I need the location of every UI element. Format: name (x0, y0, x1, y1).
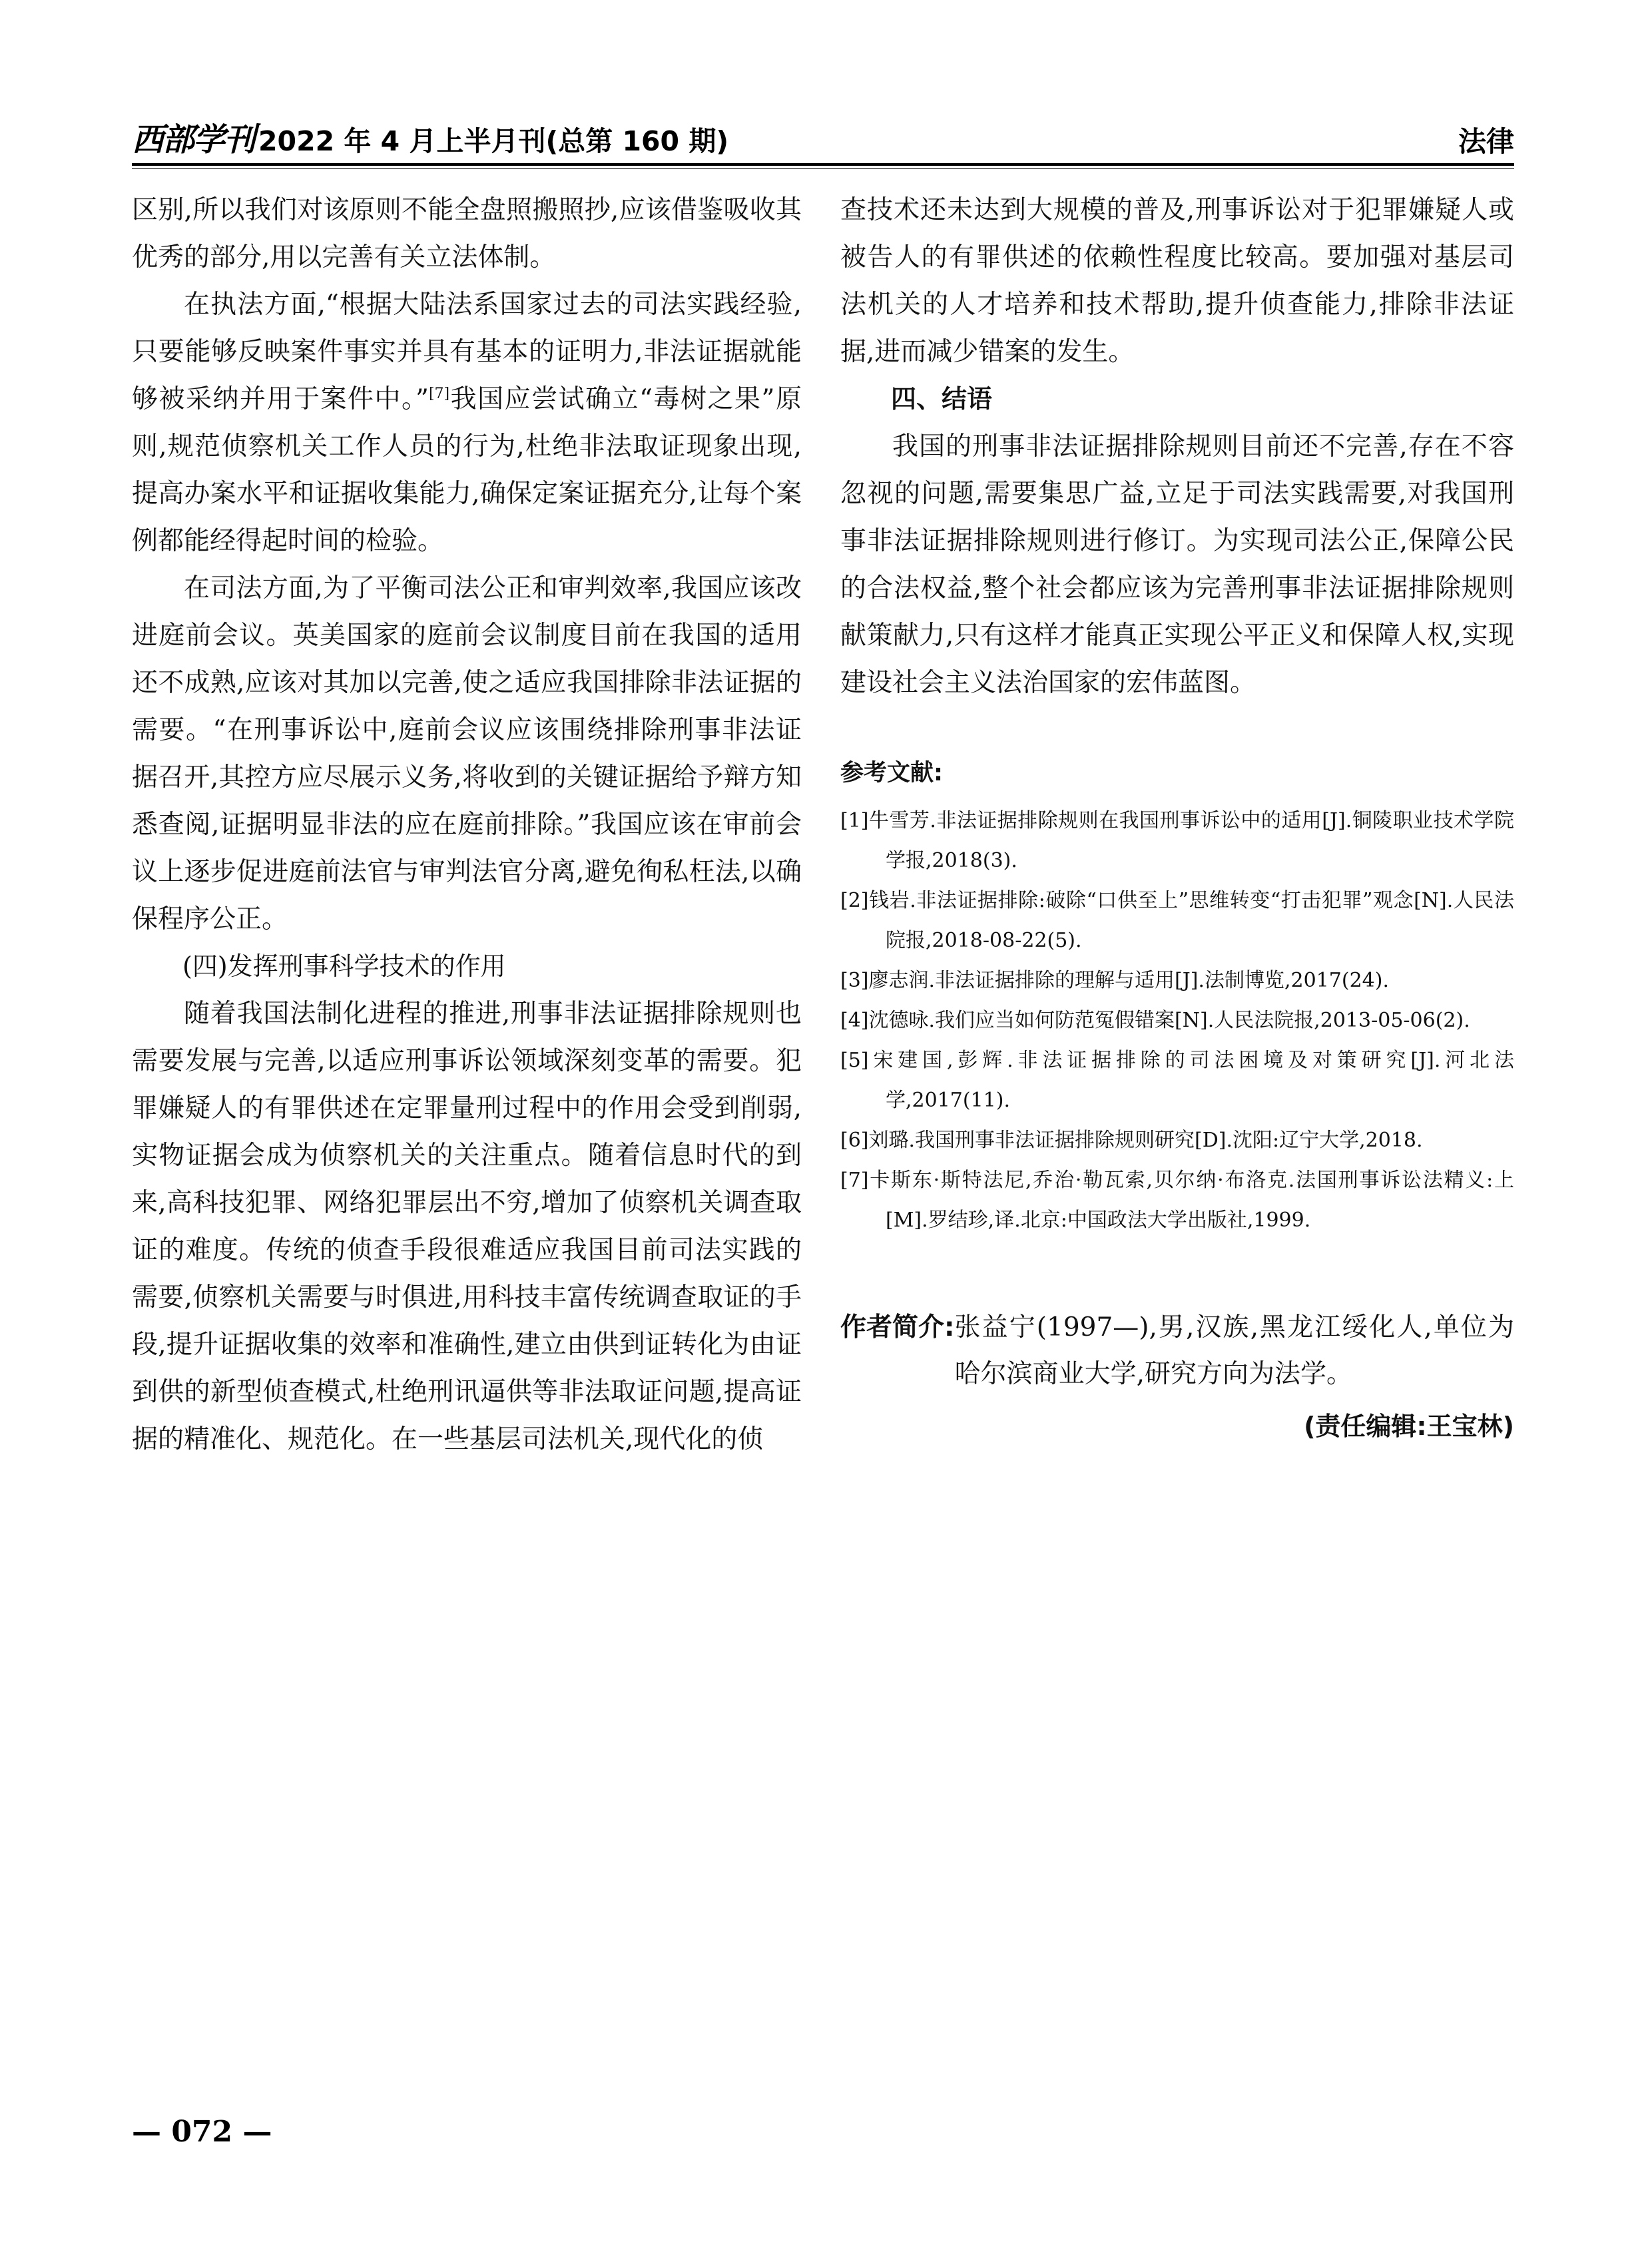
paragraph: 我国的刑事非法证据排除规则目前还不完善,存在不容忽视的问题,需要集思广益,立足于司法实践需要,对我国刑事非法证据排除规则进行修订。为实现司法公正,保障公民的合法权益,整个社会都应该为完善刑事非法证据排除规则献策献力,只有这样才能真正实现公平正义和保障人权,实现建设社会主义法治国家的宏伟蓝图。 (840, 431, 1514, 698)
paragraph: 区别,所以我们对该原则不能全盘照搬照抄,应该借鉴吸收其优秀的部分,用以完善有关立法体制。 (132, 195, 802, 272)
paragraph-text: 在执法方面,“根据大陆法系国家过去的司法实践经验,只要能够反映案件事实并具有基本的证明力,非法证据就能够被采纳并用于案件中。” (132, 290, 802, 414)
subsection-heading: (四)发挥刑事科学技术的作用 (182, 952, 506, 981)
reference-item: [5]宋建国,彭辉.非法证据排除的司法困境及对策研究[J].河北法学,2017(11). (840, 1049, 1514, 1112)
references-title: 参考文献: (840, 760, 943, 786)
page-number: — 072 — (132, 2115, 272, 2149)
header-rule-thin (132, 168, 1514, 169)
issue-info: 2022 年 4 月上半月刊(总第 160 期) (258, 125, 729, 157)
author-label: 作者简介: (840, 1312, 955, 1342)
journal-header (132, 114, 728, 160)
reference-item: [1]牛雪芳.非法证据排除规则在我国刑事诉讼中的适用[J].铜陵职业技术学院学报,2018(3). (840, 809, 1514, 872)
author-text: 张益宁(1997—),男,汉族,黑龙江绥化人,单位为哈尔滨商业大学,研究方向为法学。 (954, 1312, 1514, 1389)
paragraph: 随着我国法制化进程的推进,刑事非法证据排除规则也需要发展与完善,以适应刑事诉讼领域深刻变革的需要。犯罪嫌疑人的有罪供述在定罪量刑过程中的作用会受到削弱,实物证据会成为侦察机关的关注重点。随着信息时代的到来,高科技犯罪、网络犯罪层出不穷,增加了侦察机关调查取证的难度。传统的侦查手段很难适应我国目前司法实践的需要,侦察机关需要与时俱进,用科技丰富传统调查取证的手段,提升证据收集的效率和准确性,建立由供到证转化为由证到供的新型侦查模式,杜绝刑讯逼供等非法取证问题,提高证据的精准化、规范化。在一些基层司法机关,现代化的侦 (132, 999, 802, 1454)
paragraph: 在司法方面,为了平衡司法公正和审判效率,我国应该改进庭前会议。英美国家的庭前会议制度目前在我国的适用还不成熟,应该对其加以完善,使之适应我国排除非法证据的需要。“在刑事诉讼中,庭前会议应该围绕排除刑事非法证据召开,其控方应尽展示义务,将收到的关键证据给予辩方知悉查阅,证据明显非法的应在庭前排除。”我国应该在审前会议上逐步促进庭前法官与审判法官分离,避免徇私枉法,以确保程序公正。 (132, 573, 802, 934)
section-label: 法律 (1458, 125, 1514, 158)
reference-item: [3]廖志润.非法证据排除的理解与适用[J].法制博览,2017(24). (840, 969, 1390, 992)
reference-item: [7]卡斯东·斯特法尼,乔治·勒瓦索,贝尔纳·布洛克.法国刑事诉讼法精义:上[M].罗结珍,译.北京:中国政法大学出版社,1999. (840, 1169, 1514, 1232)
author-bio (840, 1304, 1514, 1398)
citation-mark: [7] (428, 386, 450, 402)
journal-logo: 西部学刊 (132, 121, 255, 158)
responsible-editor: (责任编辑:王宝林) (1304, 1412, 1514, 1441)
paragraph: 查技术还未达到大规模的普及,刑事诉讼对于犯罪嫌疑人或被告人的有罪供述的依赖性程度比较高。要加强对基层司法机关的人才培养和技术帮助,提升侦查能力,排除非法证据,进而减少错案的发生。 (840, 195, 1514, 367)
running-header (132, 112, 1514, 160)
header-rule (132, 163, 1514, 166)
paragraph (132, 281, 802, 565)
reference-item: [6]刘璐.我国刑事非法证据排除规则研究[D].沈阳:辽宁大学,2018. (840, 1129, 1423, 1152)
paragraph-text: 我国应尝试确立“毒树之果”原则,规范侦察机关工作人员的行为,杜绝非法取证现象出现,提高办案水平和证据收集能力,确保定案证据充分,让每个案例都能经得起时间的检验。 (132, 384, 802, 556)
right-column (840, 186, 1514, 1450)
left-column (132, 186, 802, 1463)
references-list (840, 801, 1514, 1241)
section-heading: 四、结语 (891, 384, 993, 414)
reference-item: [4]沈德咏.我们应当如何防范冤假错案[N].人民法院报,2013-05-06(2). (840, 1009, 1470, 1032)
reference-item: [2]钱岩.非法证据排除:破除“口供至上”思维转变“打击犯罪”观念[N].人民法院报,2018-08-22(5). (840, 889, 1514, 952)
